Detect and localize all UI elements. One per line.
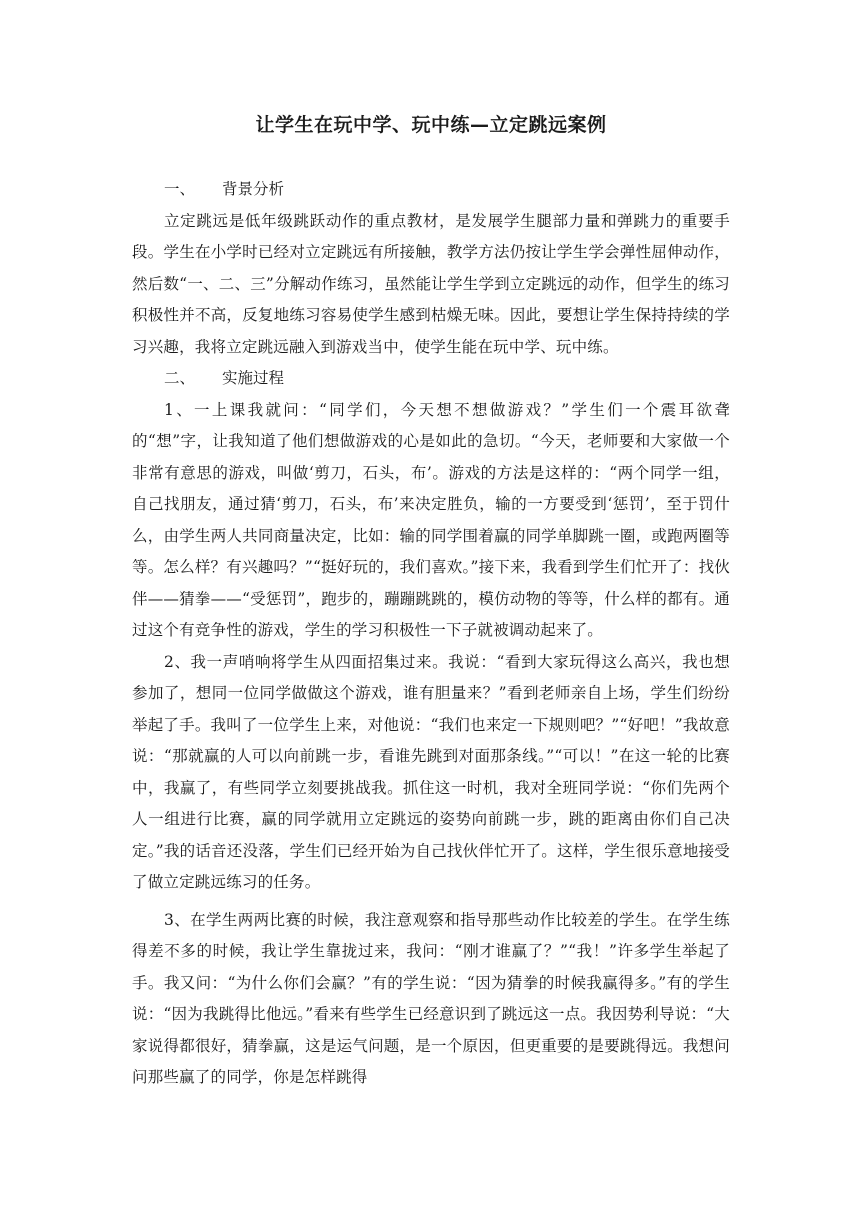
document-page bbox=[132, 110, 730, 1094]
paragraph-step-2: 2、我一声哨响将学生从四面招集过来。我说：“看到大家玩得这么高兴，我也想参加了，想同一位同学做做这个游戏，谁有胆量来？”看到老师亲自上场，学生们纷纷举起了手。我叫了一位学生上来，对他说：“我们也来定一下规则吧？”“好吧！”我故意说：“那就赢的人可以向前跳一步，看谁先跳到对面那条线。”“可以！”在这一轮的比赛中，我赢了，有些同学立刻要挑战我。抓住这一时机，我对全班同学说：“你们先两个人一组进行比赛，赢的同学就用立定跳远的姿势向前跳一步，跳的距离由你们自己决定。”我的话音还没落，学生们已经开始为自己找伙伴忙开了。这样，学生很乐意地接受了做立定跳远练习的任务。 bbox=[132, 652, 730, 891]
paragraph-step-1: 1、一上课我就问：“同学们，今天想不想做游戏？”学生们一个震耳欲聋的“想”字，让我知道了他们想做游戏的心是如此的急切。“今天，老师要和大家做一个非常有意思的游戏，叫做‘剪刀，石头，布’。游戏的方法是这样的：“两个同学一组，自己找朋友，通过猜‘剪刀，石头，布’来决定胜负，输的一方要受到‘惩罚’，至于罚什么，由学生两人共同商量决定，比如：输的同学围着赢的同学单脚跳一圈，或跑两圈等等。怎么样？有兴趣吗？”“挺好玩的，我们喜欢。”接下来，我看到学生们忙开了：找伙伴——猜拳——“受惩罚”，跑步的，蹦蹦跳跳的，模仿动物的等等，什么样的都有。通过这个有竞争性的游戏，学生的学习积极性一下子就被调动起来了。 bbox=[132, 400, 730, 639]
document-title: 让学生在玩中学、玩中练—立定跳远案例 bbox=[255, 114, 607, 136]
section-number: 二、 bbox=[164, 369, 196, 387]
section-heading-text: 实施过程 bbox=[222, 369, 285, 387]
section-heading-text: 背景分析 bbox=[222, 180, 285, 198]
section-number: 一、 bbox=[164, 180, 196, 198]
paragraph-step-3: 3、在学生两两比赛的时候，我注意观察和指导那些动作比较差的学生。在学生练得差不多的时候，我让学生靠拢过来，我问：“刚才谁赢了？”“我！”许多学生举起了手。我又问：“为什么你们会赢？”有的学生说：“因为猜拳的时候我赢得多。”有的学生说：“因为我跳得比他远。”看来有些学生已经意识到了跳远这一点。我因势利导说：“大家说得都很好，猜拳赢，这是运气问题，是一个原因，但更重要的是要跳得远。我想问问那些赢了的同学，你是怎样跳得 bbox=[132, 910, 730, 1086]
section-heading-process bbox=[132, 363, 730, 395]
paragraph-background: 立定跳远是低年级跳跃动作的重点教材，是发展学生腿部力量和弹跳力的重要手段。学生在小学时已经对立定跳远有所接触，教学方法仍按让学生学会弹性屈伸动作，然后数“一、二、三”分解动作练习，虽然能让学生学到立定跳远的动作，但学生的练习积极性并不高，反复地练习容易使学生感到枯燥无味。因此，要想让学生保持持续的学习兴趣，我将立定跳远融入到游戏当中，使学生能在玩中学、玩中练。 bbox=[132, 211, 730, 356]
section-heading-background bbox=[132, 174, 730, 206]
